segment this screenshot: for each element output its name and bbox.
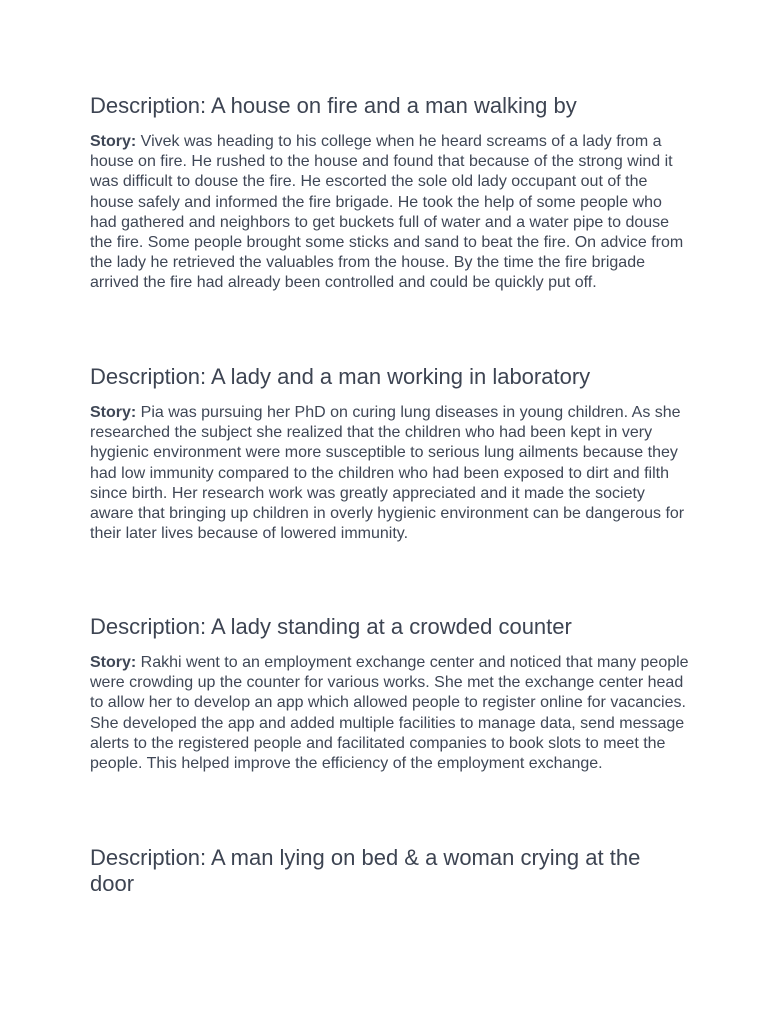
description-heading: Description: A man lying on bed & a woman crying at the door xyxy=(90,845,641,896)
story-label: Story: xyxy=(90,133,137,150)
story-text: Vivek was heading to his college when he heard screams of a lady from a house on fire. He rushed to the house and found that because of the strong wind it was difficult to douse the fire. He escorted the sole old lady occupant out of the house safely and informed the fire brigade. He took the help of some people who had gathered and neighbors to get buckets full of water and a water pipe to douse the fire. Some people brought some sticks and sand to beat the fire. On advice from the lady he retrieved the valuables from the house. By the time the fire brigade arrived the fire had already been controlled and could be quickly put off. xyxy=(90,133,684,292)
story-text: Rakhi went to an employment exchange center and noticed that many people were crowding up the counter for various works. She met the exchange center head to allow her to develop an app which allowed people to register online for vacancies. She developed the app and added multiple facilities to manage data, send message alerts to the registered people and facilitated companies to book slots to meet the people. This helped improve the efficiency of the employment exchange. xyxy=(90,654,689,773)
description-heading: Description: A lady and a man working in laboratory xyxy=(90,364,591,389)
story-section xyxy=(90,93,690,294)
description-heading: Description: A house on fire and a man walking by xyxy=(90,93,577,118)
story-paragraph xyxy=(90,653,690,774)
story-section xyxy=(90,364,690,544)
story-label: Story: xyxy=(90,654,137,671)
story-section xyxy=(90,845,690,897)
story-text: Pia was pursuing her PhD on curing lung diseases in young children. As she researched the subject she realized that the children who had been kept in very hygienic environment were more susceptible to serious lung ailments because they had low immunity compared to the children who had been exposed to dirt and filth since birth. Her research work was greatly appreciated and it made the society aware that bringing up children in overly hygienic environment can be dangerous for their later lives because of lowered immunity. xyxy=(90,404,685,543)
story-paragraph xyxy=(90,132,690,294)
story-label: Story: xyxy=(90,404,137,421)
description-heading: Description: A lady standing at a crowded counter xyxy=(90,614,572,639)
story-paragraph xyxy=(90,403,690,544)
story-section xyxy=(90,614,690,774)
